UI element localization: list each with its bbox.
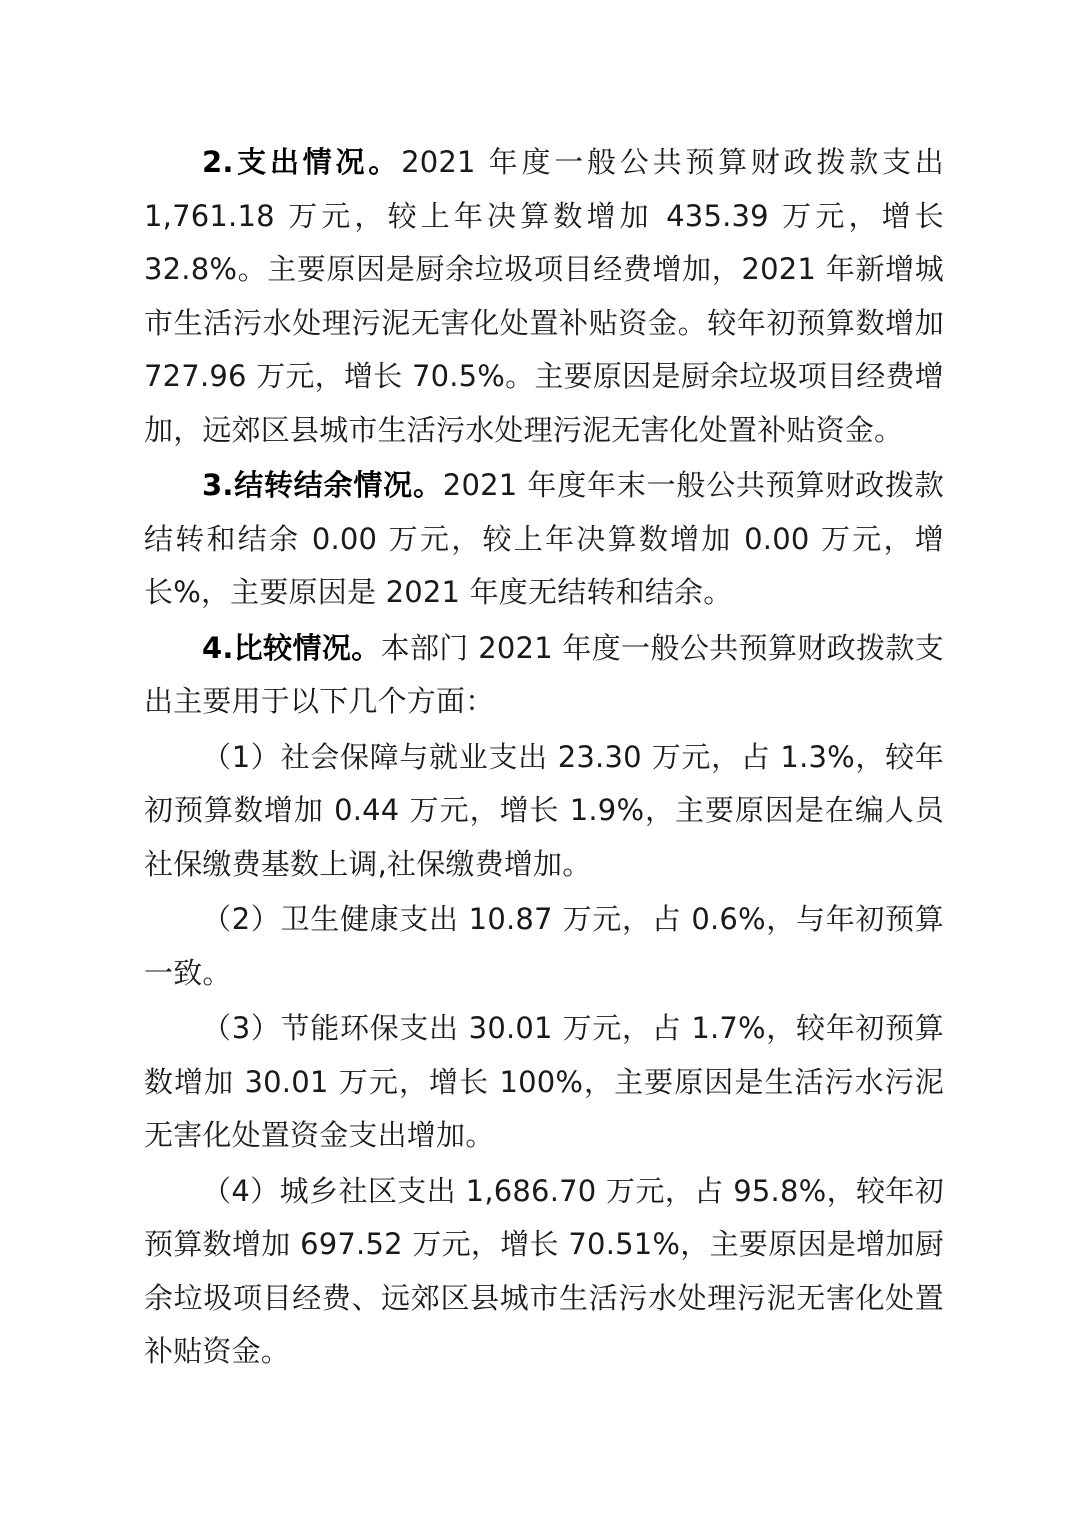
list-item-health: （2）卫生健康支出 10.87 万元，占 0.6%，与年初预算一致。 xyxy=(144,902,944,990)
paragraph-expenditure xyxy=(144,136,944,457)
section-heading: 3.结转结余情况。 xyxy=(202,468,443,502)
list-item-energy-environment: （3）节能环保支出 30.01 万元，占 1.7%，较年初预算数增加 30.01 万元，增长 100%，主要原因是生活污水污泥无害化处置资金支出增加。 xyxy=(144,1011,944,1152)
list-item-social-security: （1）社会保障与就业支出 23.30 万元，占 1.3%，较年初预算数增加 0.44 万元，增长 1.9%，主要原因是在编人员社保缴费基数上调,社保缴费增加。 xyxy=(144,739,944,881)
paragraph-text: 本部门 2021 年度一般公共预算财政拨款支出主要用于以下几个方面： xyxy=(144,630,944,718)
paragraph-carryover xyxy=(144,459,944,620)
section-heading: 4.比较情况。 xyxy=(202,630,381,665)
document-page xyxy=(144,136,944,1381)
list-item-urban-rural: （4）城乡社区支出 1,686.70 万元，占 95.8%，较年初预算数增加 697.52 万元，增长 70.51%，主要原因是增加厨余垃圾项目经费、远郊区县城市生活污水处理污泥无害化处置补贴资金。 xyxy=(144,1173,944,1368)
paragraph-text: 2021 年度一般公共预算财政拨款支出 1,761.18 万元，较上年决算数增加 435.39 万元，增长 32.8%。主要原因是厨余垃圾项目经费增加，2021 年新增城市生活污水处理污泥无害化处置补贴资金。较年初预算数增加 727.96 万元，增长 70.5%。主要原因是厨余垃圾项目经费增加，远郊区县城市生活污水处理污泥无害化处置补贴资金。 xyxy=(144,145,944,447)
paragraph-text: 2021 年度年末一般公共预算财政拨款结转和结余 0.00 万元，较上年决算数增加 0.00 万元，增长%，主要原因是 2021 年度无结转和结余。 xyxy=(144,468,945,609)
section-heading: 2.支出情况。 xyxy=(202,145,402,179)
paragraph-comparison xyxy=(144,622,944,729)
